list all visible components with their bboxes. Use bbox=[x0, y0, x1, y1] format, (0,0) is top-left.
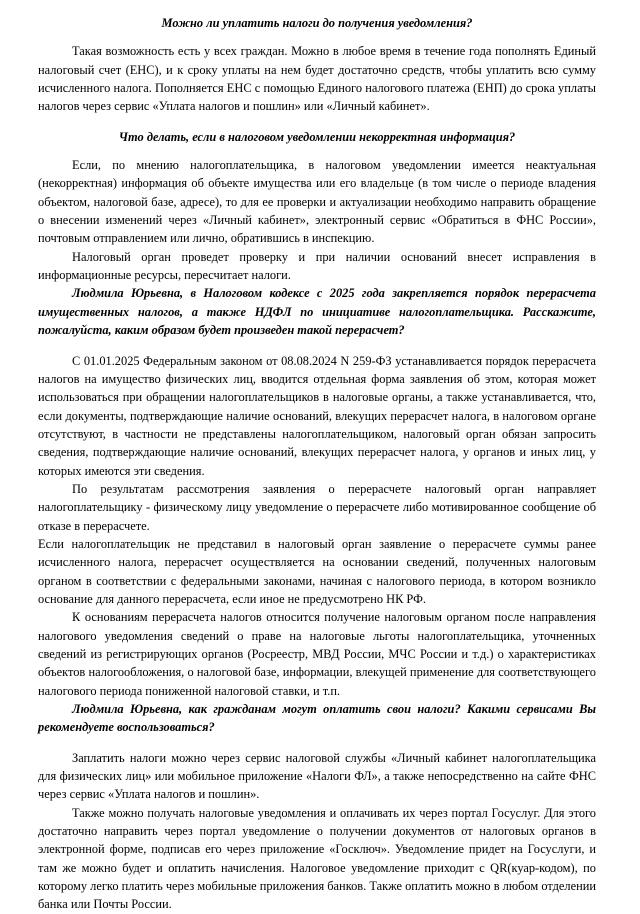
paragraph-gosuslugi: Также можно получать налоговые уведомления и оплачивать их через портал Госуслуг. Для этого достаточно направить через портал уведомление о получении документов от налоговых органов в электронной форме, подписав его через приложение «Госключ». Уведомление придет на Госуслуги, и там же можно будет и оплатить начисления. Налоговое уведомление приходит с QR(куар-кодом), по которому легко платить через мобильные приложения банков. Также оплатить можно в любом отделении банка или Почты России. bbox=[38, 805, 596, 912]
question-recalculation: Людмила Юрьевна, в Налоговом кодексе с 2025 года закрепляется порядок перерасчета имущественных налогов, а также НДФЛ по инициативе налогоплательщика. Расскажите, пожалуйста, каким образом будет произведен такой перерасчет? bbox=[38, 286, 596, 338]
paragraph-pay-services: Заплатить налоги можно через сервис налоговой службы «Личный кабинет налогоплательщика для физических лиц» или мобильное приложение «Налоги ФЛ», а также непосредственно на сайте ФНС через сервис «Уплата налогов и пошлин». bbox=[38, 750, 596, 802]
paragraph-incorrect-info: Если, по мнению налогоплательщика, в налоговом уведомлении имеется неактуальная (некорректная) информация об объекте имущества или его владельце (в том числе о периоде владения объектом, налоговой базе, адресе), то для ее проверки и актуализации необходимо направить обращение о внесении изменений через «Личный кабинет», электронный сервис «Обратиться в ФНС России», почтовым отправлением или лично, обратившись в инспекцию. bbox=[38, 158, 596, 246]
paragraph-grounds: К основаниям перерасчета налогов относится получение налоговым органом после направления налогового уведомления сведений о праве на налоговые льготы налогоплательщика, уточненных сведений из регистрирующих органов (Росреестр, МВД России, МЧС России и т.д.) о характеристиках объектов налогообложения, о налоговой базе, информации, влекущей применение для соответствующего налогового периода пониженной налоговой ставки, и т.п. bbox=[38, 610, 596, 698]
paragraph-ens: Такая возможность есть у всех граждан. Можно в любое время в течение года пополнять Единый налоговый счет (ЕНС), и к сроку уплаты на нем будет достаточно средств, чтобы уплатить всю сумму исчисленного налога. Пополняется ЕНС с помощью Единого налогового платежа (ЕНП) до срока уплаты налогов через сервис «Уплата налогов и пошлин» или «Личный кабинет». bbox=[38, 44, 596, 114]
question-how-to-pay: Людмила Юрьевна, как гражданам могут оплатить свои налоги? Какими сервисами Вы рекомендуете воспользоваться? bbox=[38, 702, 596, 735]
paragraph-results: По результатам рассмотрения заявления о перерасчете налоговый орган направляет налогоплательщику - физическому лицу уведомление о перерасчете либо мотивированное сообщение об отказе в перерасчете. bbox=[38, 481, 596, 533]
paragraph-tax-office-check: Налоговый орган проведет проверку и при наличии оснований внесет исправления в информационные ресурсы, пересчитает налоги. bbox=[38, 249, 596, 283]
heading-pay-before-notice: Можно ли уплатить налоги до получения уведомления? bbox=[161, 16, 473, 30]
paragraph-law-259: С 01.01.2025 Федеральным законом от 08.08.2024 N 259-ФЗ устанавливается порядок перерасчета налогов на имущество физических лиц, вводится отдельная форма заявления об этом, которая может использоваться при обращении налогоплательщиков в налоговые органы, а также устанавливается, что, если документы, подтверждающие наличие оснований, влекущих перерасчет налога, в налоговом органе отсутствуют, в частности не представлены налогоплательщиком, налоговый орган обязан запросить сведения, подтверждающие наличие оснований, влекущих перерасчет налога, у органов и иных лиц, у которых имеются эти сведения. bbox=[38, 353, 596, 478]
heading-incorrect-info: Что делать, если в налоговом уведомлении некорректная информация? bbox=[118, 129, 516, 144]
document-page bbox=[38, 14, 596, 914]
paragraph-no-application: Если налогоплательщик не представил в налоговый орган заявление о перерасчете суммы ранее исчисленного налога, перерасчет осуществляется на основании сведений, полученных налоговым органом в соответствии с федеральными законами, начиная с налогового периода, в котором возникло основание для данного перерасчета, если иное не предусмотрено НК РФ. bbox=[38, 536, 596, 606]
